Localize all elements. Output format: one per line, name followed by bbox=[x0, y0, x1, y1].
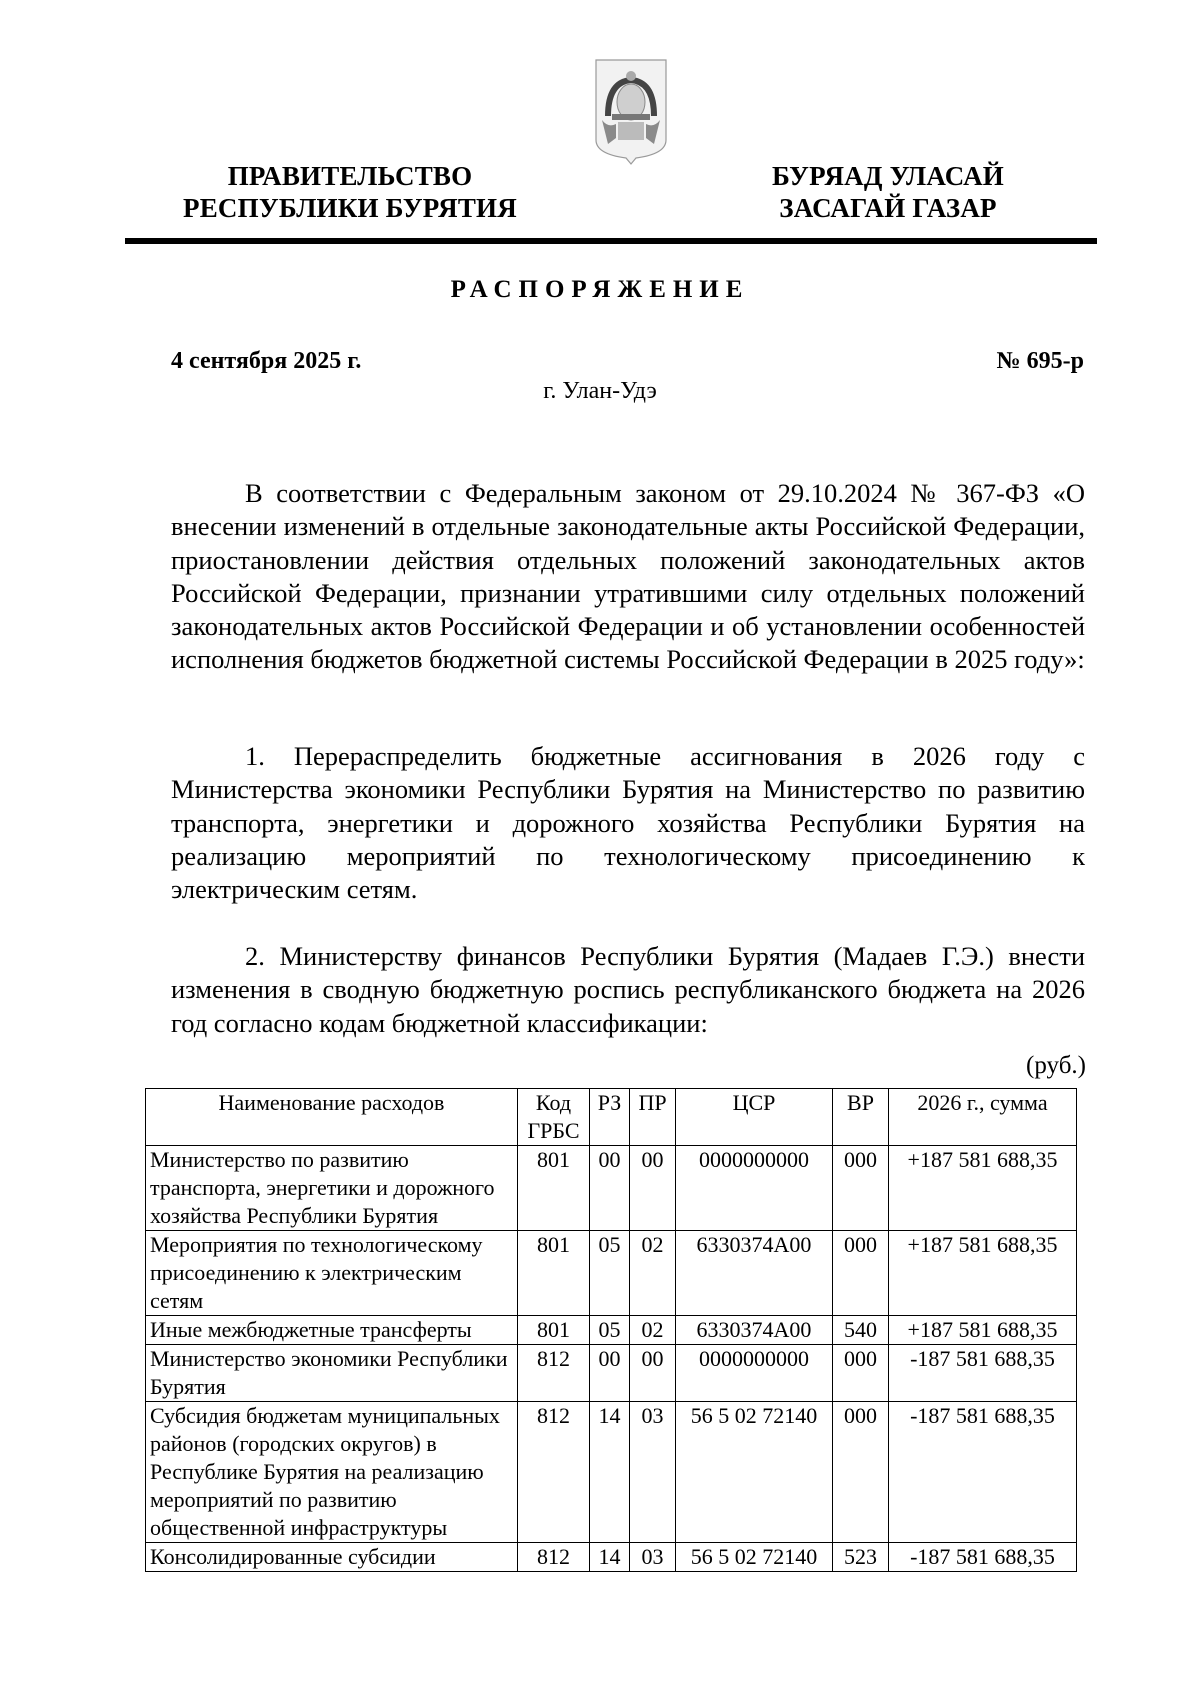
table-row bbox=[146, 1345, 1077, 1402]
cell-csr: 6330374А00 bbox=[676, 1231, 833, 1316]
gov-name-buryat-line1: БУРЯАД УЛАСАЙ bbox=[772, 161, 1004, 191]
cell-pr: 02 bbox=[630, 1316, 676, 1345]
cell-rz: 14 bbox=[590, 1543, 630, 1572]
gov-name-line1: ПРАВИТЕЛЬСТВО bbox=[227, 161, 473, 191]
table-row bbox=[146, 1402, 1077, 1543]
cell-name: Консолидированные субсидии bbox=[146, 1543, 518, 1572]
cell-sum: -187 581 688,35 bbox=[889, 1345, 1077, 1402]
document-number: № 695-р bbox=[996, 348, 1084, 374]
cell-rz: 05 bbox=[590, 1316, 630, 1345]
cell-sum: -187 581 688,35 bbox=[889, 1543, 1077, 1572]
cell-sum: -187 581 688,35 bbox=[889, 1402, 1077, 1543]
table-row bbox=[146, 1146, 1077, 1231]
cell-name: Министерство по развитию транспорта, энергетики и дорожного хозяйства Республики Бурятия bbox=[146, 1146, 518, 1231]
cell-grbs: 812 bbox=[518, 1402, 590, 1543]
header-csr: ЦСР bbox=[676, 1089, 833, 1146]
table-header-row bbox=[146, 1089, 1077, 1146]
cell-sum: +187 581 688,35 bbox=[889, 1146, 1077, 1231]
government-name-russian bbox=[160, 160, 540, 224]
header-grbs: Код ГРБС bbox=[518, 1089, 590, 1146]
header-name: Наименование расходов bbox=[146, 1089, 518, 1146]
cell-pr: 00 bbox=[630, 1345, 676, 1402]
header-divider bbox=[125, 238, 1097, 244]
cell-pr: 03 bbox=[630, 1402, 676, 1543]
cell-pr: 02 bbox=[630, 1231, 676, 1316]
cell-name: Мероприятия по технологическому присоединению к электрическим сетям bbox=[146, 1231, 518, 1316]
document-title: РАСПОРЯЖЕНИЕ bbox=[450, 276, 750, 303]
cell-pr: 00 bbox=[630, 1146, 676, 1231]
document-city: г. Улан-Удэ bbox=[543, 378, 657, 404]
table-row bbox=[146, 1316, 1077, 1345]
cell-vr: 000 bbox=[833, 1231, 889, 1316]
cell-grbs: 812 bbox=[518, 1345, 590, 1402]
cell-rz: 00 bbox=[590, 1146, 630, 1231]
header-vr: ВР bbox=[833, 1089, 889, 1146]
cell-name: Субсидия бюджетам муниципальных районов (городских округов) в Республике Бурятия на реализацию мероприятий по развитию общественной инфраструктуры bbox=[146, 1402, 518, 1543]
government-name-buryat bbox=[738, 160, 1038, 224]
cell-name: Министерство экономики Республики Бурятия bbox=[146, 1345, 518, 1402]
item-1-paragraph: 1. Перераспределить бюджетные ассигнования в 2026 году с Министерства экономики Республики Бурятия на Министерство по развитию транспорта, энергетики и дорожного хозяйства Республики Бурятия на реализацию мероприятий по технологическому присоединению к электрическим сетям. bbox=[171, 741, 1085, 905]
cell-sum: +187 581 688,35 bbox=[889, 1231, 1077, 1316]
cell-vr: 540 bbox=[833, 1316, 889, 1345]
table-row bbox=[146, 1543, 1077, 1572]
coat-of-arms-icon bbox=[594, 58, 668, 166]
cell-csr: 6330374А00 bbox=[676, 1316, 833, 1345]
item-2-paragraph: 2. Министерству финансов Республики Бурятия (Мадаев Г.Э.) внести изменения в сводную бюджетную роспись республиканского бюджета на 2026 год согласно кодам бюджетной классификации: bbox=[171, 941, 1085, 1038]
header-sum: 2026 г., сумма bbox=[889, 1089, 1077, 1146]
cell-csr: 0000000000 bbox=[676, 1345, 833, 1402]
cell-vr: 000 bbox=[833, 1345, 889, 1402]
cell-vr: 000 bbox=[833, 1146, 889, 1231]
document-date: 4 сентября 2025 г. bbox=[171, 348, 362, 374]
currency-unit-label: (руб.) bbox=[1026, 1052, 1086, 1079]
budget-reallocation-table bbox=[145, 1088, 1077, 1572]
cell-rz: 05 bbox=[590, 1231, 630, 1316]
cell-rz: 14 bbox=[590, 1402, 630, 1543]
header-rz: РЗ bbox=[590, 1089, 630, 1146]
cell-pr: 03 bbox=[630, 1543, 676, 1572]
gov-name-buryat-line2: ЗАСАГАЙ ГАЗАР bbox=[779, 193, 997, 223]
cell-grbs: 801 bbox=[518, 1146, 590, 1231]
cell-vr: 523 bbox=[833, 1543, 889, 1572]
cell-grbs: 801 bbox=[518, 1316, 590, 1345]
table-row bbox=[146, 1231, 1077, 1316]
cell-grbs: 801 bbox=[518, 1231, 590, 1316]
gov-name-line2: РЕСПУБЛИКИ БУРЯТИЯ bbox=[183, 193, 517, 223]
intro-paragraph: В соответствии с Федеральным законом от 29.10.2024 № 367-ФЗ «О внесении изменений в отдельные законодательные акты Российской Федерации, приостановлении действия отдельных положений законодательных актов Российской Федерации, признании утратившими силу отдельных положений законодательных актов Российской Федерации и об установлении особенностей исполнения бюджетов бюджетной системы Российской Федерации в 2025 году»: bbox=[171, 478, 1085, 675]
cell-csr: 0000000000 bbox=[676, 1146, 833, 1231]
cell-csr: 56 5 02 72140 bbox=[676, 1543, 833, 1572]
header-pr: ПР bbox=[630, 1089, 676, 1146]
cell-name: Иные межбюджетные трансферты bbox=[146, 1316, 518, 1345]
cell-vr: 000 bbox=[833, 1402, 889, 1543]
cell-grbs: 812 bbox=[518, 1543, 590, 1572]
cell-sum: +187 581 688,35 bbox=[889, 1316, 1077, 1345]
cell-csr: 56 5 02 72140 bbox=[676, 1402, 833, 1543]
cell-rz: 00 bbox=[590, 1345, 630, 1402]
